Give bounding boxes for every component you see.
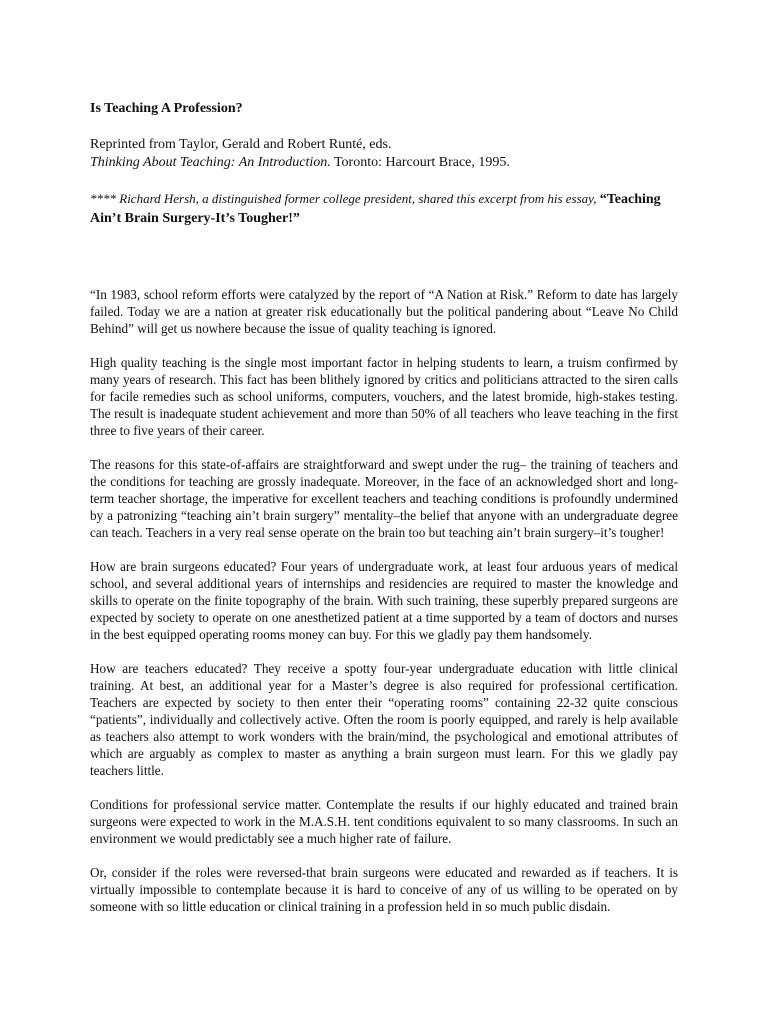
paragraph: High quality teaching is the single most important factor in helping students to learn, a truism confirmed by many years of research. This fact has been blithely ignored by critics and politicians attracted to the siren calls for facile remedies such as school uniforms, computers, vouchers, and the latest bromide, high-stakes testing. The result is inadequate student achievement and more than 50% of all teachers who leave teaching in the first three to five years of their career. (90, 355, 678, 438)
document-title: Is Teaching A Profession? (90, 101, 243, 116)
editor-note-intro: **** Richard Hersh, a distinguished former college president, shared this excerpt from his essay, (90, 191, 600, 206)
editor-note (90, 190, 678, 228)
paragraph: How are teachers educated? They receive a spotty four-year undergraduate education with little clinical training. At best, an additional year for a Master’s degree is also required for professional certification. Teachers are expected by society to then enter their “operating rooms” containing 22-32 quite conscious “patients”, individually and collectively active. Often the room is poorly equipped, and rarely is help available as teachers also attempt to work wonders with the brain/mind, the psychological and emotional attributes of which are arguably as complex to master as anything a brain surgeon must learn. For this we gladly pay teachers little. (90, 661, 678, 778)
citation-publisher: Toronto: Harcourt Brace, 1995. (330, 155, 510, 170)
paragraph: How are brain surgeons educated? Four years of undergraduate work, at least four arduous years of medical school, and several additional years of internships and residencies are required to master the knowledge and skills to operate on the finite topography of the brain. With such training, these superbly prepared surgeons are expected by society to operate on one anesthetized patient at a time supported by a team of doctors and nurses in the best equipped operating rooms money can buy. For this we gladly pay them handsomely. (90, 559, 678, 642)
citation-line: Reprinted from Taylor, Gerald and Robert Runté, eds. (90, 137, 392, 152)
citation-book-title: Thinking About Teaching: An Introduction. (90, 155, 331, 170)
paragraph: The reasons for this state-of-affairs are straightforward and swept under the rug– the training of teachers and the conditions for teaching are grossly inadequate. Moreover, in the face of an acknowledged short and long-term teacher shortage, the imperative for excellent teachers and teaching conditions is profoundly undermined by a patronizing “teaching ain’t brain surgery” mentality–the belief that anyone with an undergraduate degree can teach. Teachers in a very real sense operate on the brain too but teaching ain’t brain surgery–it’s tougher! (90, 457, 678, 540)
essay-title: “Teaching Ain’t Brain Surgery-It’s Tougher!” (90, 192, 661, 226)
citation (90, 136, 678, 172)
essay-body (90, 286, 678, 932)
document-header (90, 100, 678, 228)
paragraph: Or, consider if the roles were reversed-that brain surgeons were educated and rewarded as if teachers. It is virtually impossible to contemplate because it is hard to conceive of any of us willing to be operated on by someone with so little education or clinical training in a profession held in so much public disdain. (90, 865, 678, 914)
paragraph: “In 1983, school reform efforts were catalyzed by the report of “A Nation at Risk.” Reform to date has largely failed. Today we are a nation at greater risk educationally but the political pandering about “Leave No Child Behind” will get us nowhere because the issue of quality teaching is ignored. (90, 287, 678, 336)
paragraph: Conditions for professional service matter. Contemplate the results if our highly educated and trained brain surgeons were expected to work in the M.A.S.H. tent conditions equivalent to so many classrooms. In such an environment we would predictably see a much higher rate of failure. (90, 797, 678, 846)
